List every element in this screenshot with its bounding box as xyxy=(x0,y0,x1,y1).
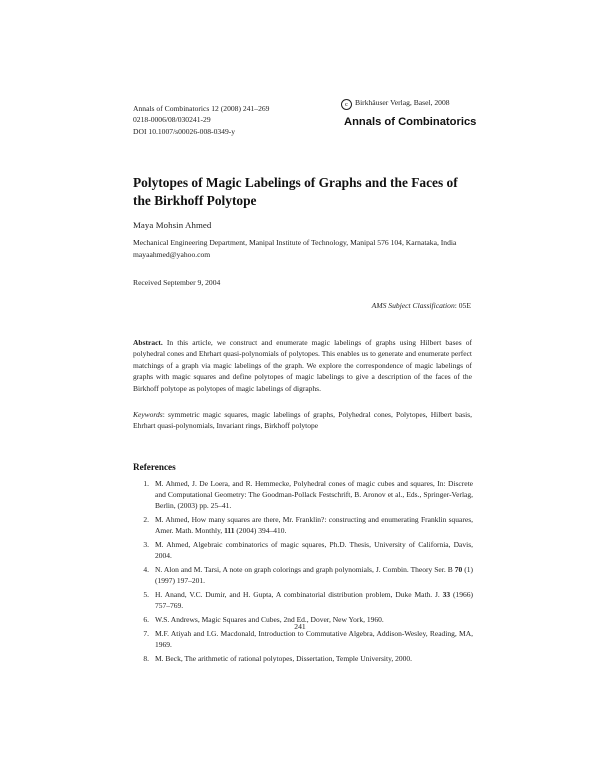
keywords xyxy=(133,409,472,432)
reference-text-part: M. Ahmed, How many squares are there, Mr. Franklin?: constructing and enumerating Franklin squares, Amer. Math. Monthly, xyxy=(155,515,473,536)
journal-citation: Annals of Combinatorics 12 (2008) 241–269 xyxy=(133,104,270,113)
reference-item xyxy=(133,514,473,536)
reference-item xyxy=(133,589,473,611)
reference-volume: 33 xyxy=(442,590,451,600)
reference-number: 4. xyxy=(143,565,149,575)
abstract-label: Abstract. xyxy=(133,338,163,347)
ams-label: AMS Subject Classification xyxy=(371,301,455,310)
reference-text xyxy=(155,564,473,586)
journal-logo xyxy=(341,115,477,128)
reference-text: M. Ahmed, J. De Loera, and R. Hemmecke, Polyhedral cones of magic cubes and squares, In: Discrete and Computational Geometry: The Goodman-Pollack Festschrift, B. Aronov et al., Eds., Springer-Verlag, Berlin, (2003) pp. 25–41. xyxy=(155,479,473,511)
author-affiliation xyxy=(133,237,473,260)
reference-number: 3. xyxy=(143,540,149,550)
ams-classification xyxy=(133,301,471,310)
reference-number: 6. xyxy=(143,615,149,625)
reference-number: 7. xyxy=(143,629,149,638)
publisher-text: Birkhäuser Verlag, Basel, 2008 xyxy=(355,98,450,107)
reference-number: 2. xyxy=(143,515,149,525)
reference-text-part: N. Alon and M. Tarsi, A note on graph colorings and graph polynomials, J. Combin. Theory Ser. B xyxy=(155,565,455,575)
reference-number: 1. xyxy=(143,479,149,488)
journal-header xyxy=(133,103,269,137)
reference-text: M. Ahmed, Algebraic combinatorics of magic squares, Ph.D. Thesis, University of California, Davis, 2004. xyxy=(155,540,473,561)
reference-volume: 111 xyxy=(224,526,235,536)
reference-text-part: (1966) 757–769. xyxy=(155,590,474,611)
abstract xyxy=(133,337,472,394)
reference-volume: 70 xyxy=(454,565,463,575)
publisher-block xyxy=(341,98,477,128)
keywords-label: Keywords xyxy=(133,410,163,419)
references-heading: References xyxy=(133,462,176,472)
copyright-line xyxy=(341,98,471,110)
reference-text: W.S. Andrews, Magic Squares and Cubes, 2nd Ed., Dover, New York, 1960. xyxy=(155,615,384,625)
reference-text: M.F. Atiyah and I.G. Macdonald, Introduction to Commutative Algebra, Addison-Wesley, Reading, MA, 1969. xyxy=(155,629,473,650)
reference-number: 5. xyxy=(143,590,149,600)
reference-text xyxy=(155,589,473,611)
doi: DOI 10.1007/s00026-008-0349-y xyxy=(133,126,236,136)
paper-title: Polytopes of Magic Labelings of Graphs and the Faces of the Birkhoff Polytope xyxy=(133,175,458,208)
abstract-text: In this article, we construct and enumerate magic labelings of graphs using Hilbert bases of polyhedral cones and Ehrhart quasi-polynomials of polytopes. This enables us to generate and enumerate perfect matchings of a graph via magic labelings of the graph. We explore the correspondence of magic labelings of graphs with magic squares and define polytopes of magic labelings to give a description of the faces of the Birkhoff polytope as polytopes of magic labelings of digraphs. xyxy=(133,338,473,393)
references-list xyxy=(133,478,473,667)
reference-text-part: (2004) 394–410. xyxy=(234,526,287,536)
reference-item xyxy=(133,628,473,650)
page-number: 241 xyxy=(294,622,306,631)
reference-text-part: H. Anand, V.C. Dumir, and H. Gupta, A combinatorial distribution problem, Duke Math. J. xyxy=(155,590,443,600)
reference-text xyxy=(155,514,473,536)
author-name: Maya Mohsin Ahmed xyxy=(133,220,212,230)
journal-logo-text: Annals of Combinatorics xyxy=(344,115,477,128)
reference-item xyxy=(133,564,473,586)
author-email: mayaahmed@yahoo.com xyxy=(133,249,211,259)
reference-text-part: (1) (1997) 197–201. xyxy=(155,565,473,586)
reference-number: 8. xyxy=(143,654,149,663)
reference-item xyxy=(133,539,473,561)
reference-item xyxy=(133,478,473,512)
copyright-icon: c xyxy=(341,99,352,110)
issn: 0218-0006/08/030241-29 xyxy=(133,115,211,125)
received-date: Received September 9, 2004 xyxy=(133,278,221,287)
keywords-text: : symmetric magic squares, magic labelings of graphs, Polyhedral cones, Polytopes, Hilbert basis, Ehrhart quasi-polynomials, Invariant rings, Birkhoff polytope xyxy=(133,410,472,431)
ams-value: : 05E xyxy=(454,301,471,310)
reference-item xyxy=(133,653,473,664)
reference-text: M. Beck, The arithmetic of rational polytopes, Dissertation, Temple University, 2000. xyxy=(155,654,412,663)
affiliation-address: Mechanical Engineering Department, Manipal Institute of Technology, Manipal 576 104, Karnataka, India xyxy=(133,238,457,247)
